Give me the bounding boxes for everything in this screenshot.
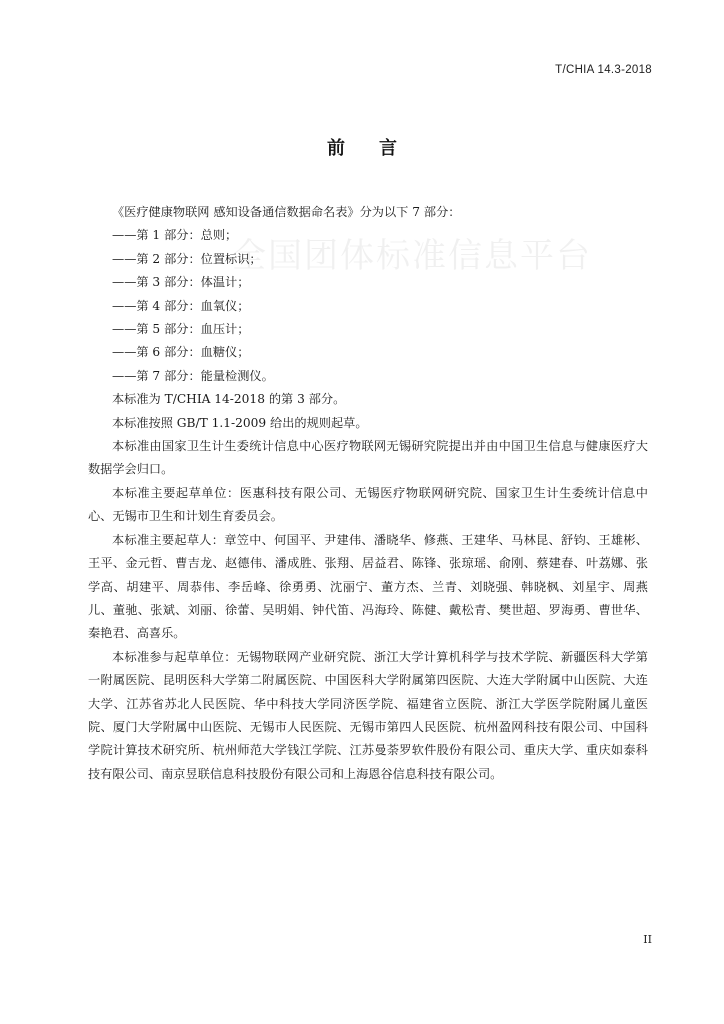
- intro-paragraph: 《医疗健康物联网 感知设备通信数据命名表》分为以下 7 部分：: [112, 205, 461, 219]
- document-code: T/CHIA 14.3-2018: [555, 64, 652, 76]
- page-number: II: [643, 933, 652, 946]
- part-list-item: ——第 2 部分：位置标识；: [112, 251, 262, 266]
- watermark-text: 全国团体标准信息平台: [232, 236, 592, 276]
- proposer-paragraph: 本标准由国家卫生计生委统计信息中心医疗物联网无锡研究院提出并由中国卫生信息与健康医疗大数据学会归口。: [88, 439, 648, 477]
- part-list-item: ——第 3 部分：体温计；: [112, 275, 250, 290]
- standard-part-paragraph: 本标准为 T/CHIA 14-2018 的第 3 部分。: [112, 392, 346, 407]
- part-list-item: ——第 1 部分：总则；: [112, 228, 238, 243]
- participating-units-paragraph: 本标准参与起草单位：无锡物联网产业研究院、浙江大学计算机科学与技术学院、新疆医科大学第一附属医院、昆明医科大学第二附属医院、中国医科大学附属第四医院、大连大学附属中山医院、大连大学、江苏省苏北人民医院、华中科技大学同济医学院、福建省立医院、浙江大学医学院附属儿童医院、厦门大学附属中山医院、无锡市人民医院、无锡市第四人民医院、杭州盈网科技有限公司、中国科学院计算技术研究所、杭州师范大学钱江学院、江苏曼荼罗软件股份有限公司、重庆大学、重庆如泰科技有限公司、南京昱联信息科技股份有限公司和上海恩谷信息科技有限公司。: [88, 649, 648, 781]
- part-list-item: ——第 5 部分：血压计；: [112, 322, 250, 337]
- document-body: [88, 201, 648, 786]
- drafting-rules-paragraph: 本标准按照 GB/T 1.1-2009 给出的规则起草。: [112, 415, 368, 430]
- drafters-paragraph: 本标准主要起草人：章笠中、何国平、尹建伟、潘晓华、修燕、王建华、马林昆、舒钧、王雄彬、王平、金元哲、曹吉龙、赵德伟、潘成胜、张翔、居益君、陈锋、张琼瑶、俞刚、蔡建春、叶荔娜、张学高、胡建平、周恭伟、李岳峰、徐勇勇、沈丽宁、董方杰、兰青、刘晓强、韩晓枫、刘星宇、周燕儿、董驰、张斌、刘丽、徐蕾、吴明娟、钟代笛、冯海玲、陈健、戴松青、樊世超、罗海勇、曹世华、秦艳君、高喜乐。: [88, 532, 648, 641]
- page-title: 前言: [327, 138, 431, 159]
- part-list-item: ——第 4 部分：血氧仪；: [112, 298, 250, 313]
- main-drafting-units-paragraph: 本标准主要起草单位：医惠科技有限公司、无锡医疗物联网研究院、国家卫生计生委统计信息中心、无锡市卫生和计划生育委员会。: [88, 485, 648, 524]
- part-list-item: ——第 7 部分：能量检测仪。: [112, 368, 274, 383]
- part-list-item: ——第 6 部分：血糖仪；: [112, 345, 250, 360]
